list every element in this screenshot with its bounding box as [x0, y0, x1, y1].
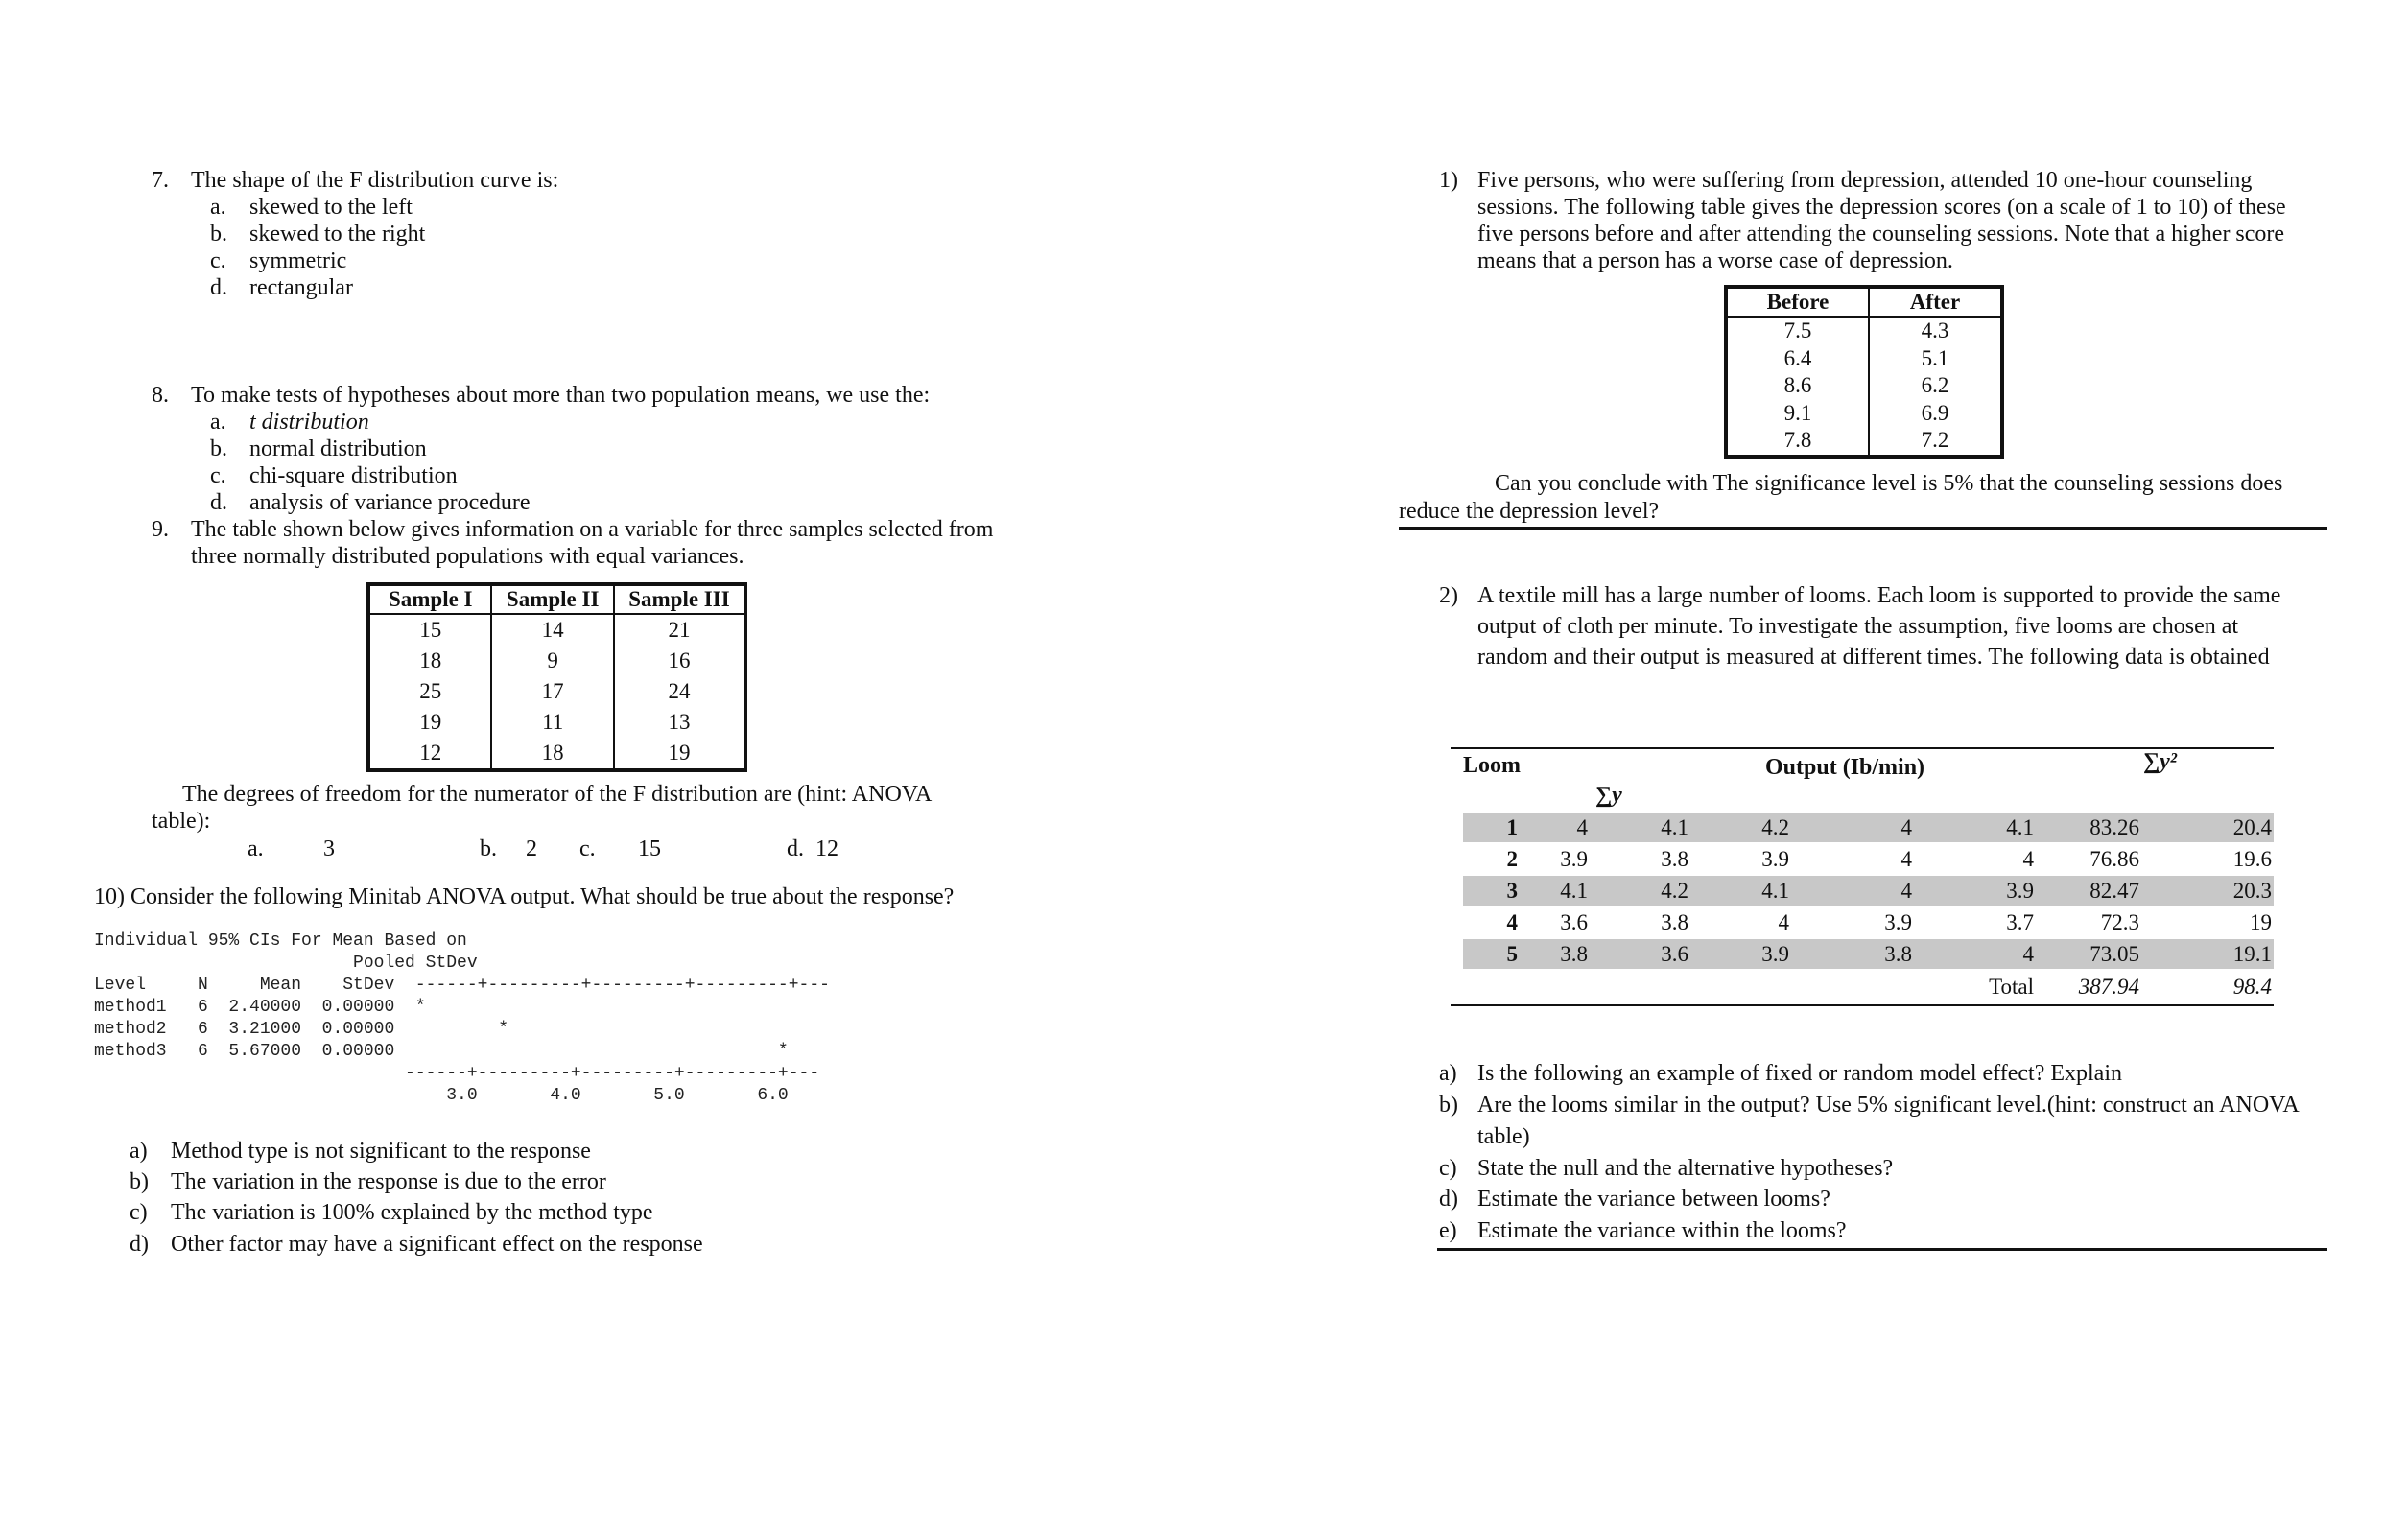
output-value: 4	[1900, 815, 1912, 839]
output-value: 4.1	[2006, 815, 2034, 839]
question-stem: 10) Consider the following Minitab ANOVA output. What should be true about the response?	[94, 884, 955, 909]
option-text: symmetric	[249, 248, 347, 273]
output-value: 3.8	[1884, 942, 1912, 966]
question-stem-line: three normally distributed populations with equal variances.	[191, 544, 744, 569]
table-cell: 6.4	[1783, 345, 1812, 370]
sum-value: 83.26	[2089, 815, 2139, 839]
option-letter: b)	[130, 1169, 149, 1194]
problem-text-line: A textile mill has a large number of looms. Each loom is supported to provide the same	[1477, 583, 2281, 608]
table-cell: 6.2	[1869, 372, 2002, 400]
total-sum: 387.94	[2078, 975, 2139, 999]
table-row	[1463, 876, 2274, 906]
minitab-line: method2 6 3.21000 0.00000 *	[94, 1020, 509, 1039]
subquestion-letter: c)	[1439, 1156, 1457, 1181]
subquestion-letter: b)	[1439, 1093, 1458, 1118]
minitab-line: ------+---------+---------+---------+---	[94, 1064, 820, 1083]
answer-letter: d.	[787, 836, 804, 861]
table-row	[1726, 317, 2002, 345]
option-letter: a)	[130, 1139, 148, 1164]
table-cell: 25	[368, 676, 491, 707]
option-text: chi-square distribution	[249, 463, 458, 488]
table-cell: 12	[368, 738, 491, 770]
answer-value: 3	[323, 836, 335, 861]
problem-number: 1)	[1439, 168, 1458, 193]
subquestion-letter: a)	[1439, 1061, 1457, 1086]
output-value: 4	[1900, 847, 1912, 871]
output-value: 4	[2022, 847, 2034, 871]
minitab-line: Level N Mean StDev ------+---------+---------+---------+---	[94, 976, 830, 995]
output-value: 3.8	[1560, 942, 1588, 966]
table-cell: 11	[491, 707, 613, 738]
table-row	[1463, 907, 2274, 937]
table-bottom-rule	[1451, 1004, 2274, 1006]
column-header: Before	[1726, 287, 1869, 317]
table-row	[368, 676, 745, 707]
problem-number: 2)	[1439, 583, 1458, 608]
table-row	[368, 614, 745, 646]
output-value: 4	[1778, 910, 1789, 934]
sum-sq-value: 20.4	[2232, 815, 2272, 839]
option-text: skewed to the left	[249, 195, 413, 220]
subquestion-text: Are the looms similar in the output? Use 5% significant level.(hint: construct an ANOVA	[1477, 1093, 2300, 1118]
loom-id: 1	[1506, 815, 1518, 839]
problem-text-line: sessions. The following table gives the depression scores (on a scale of 1 to 10) of these	[1477, 195, 2286, 220]
column-header: Sample I	[368, 584, 491, 614]
minitab-line: method1 6 2.40000 0.00000 *	[94, 998, 426, 1017]
problem-question-line: reduce the depression level?	[1399, 499, 1660, 524]
table-row	[1463, 939, 2274, 969]
table-row	[1726, 372, 2002, 400]
option-text: t distribution	[249, 410, 369, 435]
followup-line: The degrees of freedom for the numerator of the F distribution are (hint: ANOVA	[182, 782, 933, 807]
problem-text-line: random and their output is measured at different times. The following data is obtained	[1477, 645, 2270, 670]
option-text: The variation in the response is due to the error	[171, 1169, 606, 1194]
table-cell: 7.2	[1869, 427, 2002, 457]
table-cell: 19	[368, 707, 491, 738]
question-stem: To make tests of hypotheses about more than two population means, we use the:	[191, 383, 931, 408]
sum-sq-value: 19.6	[2232, 847, 2272, 871]
option-text: skewed to the right	[249, 222, 426, 247]
table-cell: 6.9	[1869, 400, 2002, 428]
table-row	[368, 738, 745, 770]
option-text: The variation is 100% explained by the method type	[171, 1200, 653, 1225]
output-header: Output (Ib/min)	[1765, 755, 1925, 780]
loom-id: 4	[1506, 910, 1518, 934]
table-cell: 9	[491, 646, 613, 676]
minitab-line: method3 6 5.67000 0.00000 *	[94, 1042, 789, 1061]
table-header-row	[1726, 287, 2002, 317]
section-divider	[1437, 1248, 2327, 1251]
option-letter: c.	[210, 463, 226, 488]
subquestion-text: Is the following an example of fixed or random model effect? Explain	[1477, 1061, 2122, 1086]
subquestion-letter: e)	[1439, 1218, 1457, 1243]
question-number: 7.	[152, 168, 169, 193]
minitab-line: Pooled StDev	[94, 954, 478, 973]
sum-value: 72.3	[2100, 910, 2139, 934]
output-value: 3.6	[1560, 910, 1588, 934]
option-text: Method type is not significant to the response	[171, 1139, 591, 1164]
table-header-row	[368, 584, 745, 614]
option-letter: a.	[210, 195, 226, 220]
output-value: 4	[1900, 879, 1912, 903]
table-cell: 15	[368, 614, 491, 646]
loom-id: 5	[1506, 942, 1518, 966]
problem-text-line: means that a person has a worse case of depression.	[1477, 248, 1953, 273]
answer-letter: a.	[248, 836, 264, 861]
table-cell: 21	[614, 614, 745, 646]
total-sum-sq: 98.4	[2232, 975, 2272, 999]
output-value: 3.8	[1661, 847, 1688, 871]
answer-value: 15	[638, 836, 661, 861]
table-row	[1726, 427, 2002, 457]
output-value: 3.6	[1661, 942, 1688, 966]
total-label: Total	[1989, 975, 2034, 999]
output-value: 4	[2022, 942, 2034, 966]
answer-value: 2	[526, 836, 537, 861]
output-value: 4.1	[1661, 815, 1688, 839]
table-cell: 19	[614, 738, 745, 770]
table-row	[368, 707, 745, 738]
table-cell: 9.1	[1783, 400, 1812, 425]
option-letter: b.	[210, 436, 227, 461]
output-value: 3.9	[1761, 847, 1789, 871]
option-letter: c)	[130, 1200, 148, 1225]
table-cell: 8.6	[1783, 373, 1812, 397]
subquestion-text: Estimate the variance within the looms?	[1477, 1218, 1847, 1243]
option-letter: d.	[210, 275, 227, 300]
sum-y2-header: ∑y²	[2143, 749, 2177, 774]
sum-value: 73.05	[2089, 942, 2139, 966]
problem-text-line: five persons before and after attending the counseling sessions. Note that a higher score	[1477, 222, 2285, 247]
option-letter: d.	[210, 490, 227, 515]
subquestion-text: State the null and the alternative hypotheses?	[1477, 1156, 1894, 1181]
minitab-line: 3.0 4.0 5.0 6.0	[94, 1086, 789, 1105]
table-cell: 7.8	[1783, 428, 1812, 452]
table-cell: 5.1	[1869, 345, 2002, 373]
table-row	[368, 646, 745, 676]
table-cell: 14	[491, 614, 613, 646]
option-letter: b.	[210, 222, 227, 247]
output-value: 3.9	[1761, 942, 1789, 966]
table-row	[1463, 813, 2274, 842]
table-row	[1726, 345, 2002, 373]
sum-y-header: ∑y	[1595, 783, 1622, 808]
table-row	[1726, 400, 2002, 428]
output-value: 3.9	[1560, 847, 1588, 871]
table-cell: 24	[614, 676, 745, 707]
subquestion-letter: d)	[1439, 1187, 1458, 1212]
sum-value: 76.86	[2089, 847, 2139, 871]
problem-question-line: Can you conclude with The significance level is 5% that the counseling sessions does	[1495, 471, 2283, 496]
problem-text-line: output of cloth per minute. To investigate the assumption, five looms are chosen at	[1477, 614, 2239, 639]
sum-value: 82.47	[2089, 879, 2139, 903]
total-row	[1463, 972, 2274, 1001]
subquestion-text: table)	[1477, 1124, 1530, 1149]
answer-letter: c.	[579, 836, 596, 861]
table-cell: 13	[614, 707, 745, 738]
problem-text-line: Five persons, who were suffering from depression, attended 10 one-hour counseling	[1477, 168, 2253, 193]
before-after-table	[1724, 285, 2004, 459]
table-cell: 18	[368, 646, 491, 676]
output-value: 3.9	[1884, 910, 1912, 934]
answer-letter: b.	[480, 836, 497, 861]
loom-id: 2	[1506, 847, 1518, 871]
option-text: rectangular	[249, 275, 353, 300]
column-header: Sample II	[491, 584, 613, 614]
sum-sq-value: 20.3	[2232, 879, 2272, 903]
option-text: analysis of variance procedure	[249, 490, 531, 515]
column-header: Sample III	[614, 584, 745, 614]
question-stem-line: The table shown below gives information on a variable for three samples selected from	[191, 517, 994, 542]
followup-line: table):	[152, 809, 211, 834]
table-cell: 4.3	[1869, 317, 2002, 345]
table-cell: 18	[491, 738, 613, 770]
output-value: 4.2	[1761, 815, 1789, 839]
minitab-line: Individual 95% CIs For Mean Based on	[94, 931, 467, 951]
question-number: 8.	[152, 383, 169, 408]
question-number: 9.	[152, 517, 169, 542]
subquestion-text: Estimate the variance between looms?	[1477, 1187, 1830, 1212]
output-value: 4.2	[1661, 879, 1688, 903]
output-value: 3.7	[2006, 910, 2034, 934]
sum-sq-value: 19.1	[2232, 942, 2272, 966]
loom-id: 3	[1506, 879, 1518, 903]
table-cell: 16	[614, 646, 745, 676]
option-text: Other factor may have a significant effect on the response	[171, 1232, 703, 1257]
table-row	[1463, 844, 2274, 874]
section-divider	[1399, 527, 2327, 530]
option-letter: c.	[210, 248, 226, 273]
output-value: 4.1	[1560, 879, 1588, 903]
output-value: 4.1	[1761, 879, 1789, 903]
option-letter: a.	[210, 410, 226, 435]
table-cell: 7.5	[1783, 318, 1812, 342]
samples-table	[366, 582, 747, 772]
output-value: 4	[1576, 815, 1588, 839]
option-text: normal distribution	[249, 436, 427, 461]
output-value: 3.8	[1661, 910, 1688, 934]
answer-value: 12	[815, 836, 838, 861]
loom-header: Loom	[1463, 753, 1521, 778]
option-letter: d)	[130, 1232, 149, 1257]
output-value: 3.9	[2006, 879, 2034, 903]
table-cell: 17	[491, 676, 613, 707]
question-stem: The shape of the F distribution curve is:	[191, 168, 559, 193]
column-header: After	[1869, 287, 2002, 317]
sum-sq-value: 19	[2250, 910, 2272, 934]
